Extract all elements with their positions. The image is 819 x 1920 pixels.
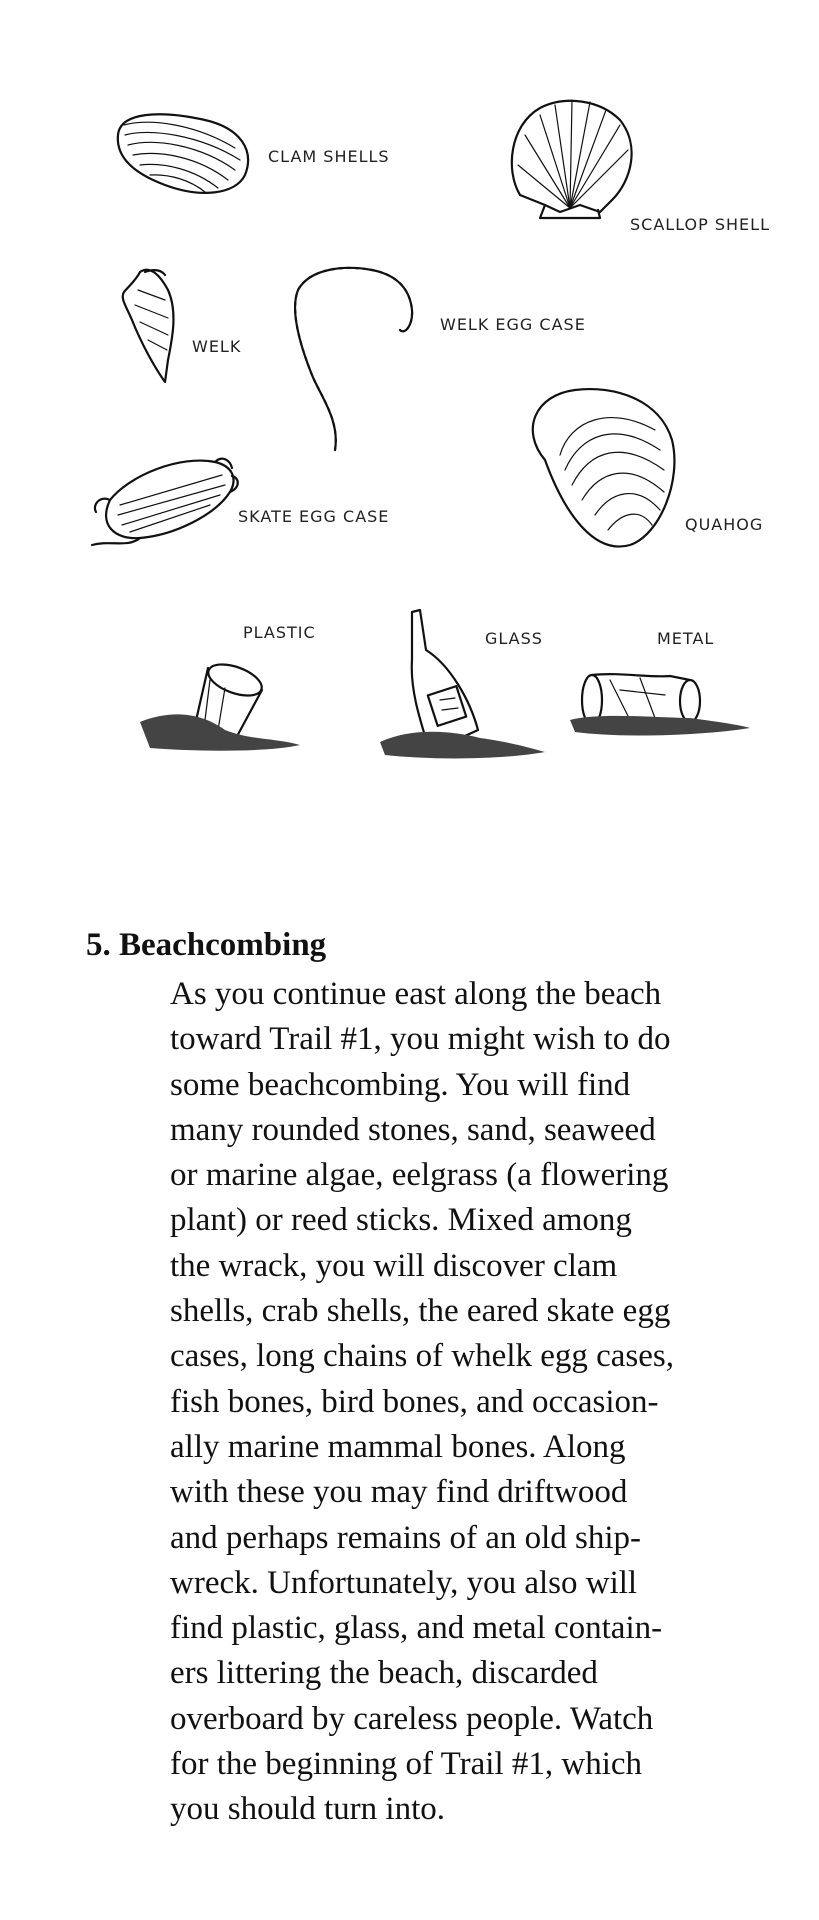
body-line: cases, long chains of whelk egg cases, <box>170 1338 675 1375</box>
body-line: wreck. Unfortunately, you also will <box>170 1564 638 1601</box>
body-line: or marine algae, eelgrass (a flowering <box>170 1157 669 1194</box>
body-line: the wrack, you will discover clam <box>170 1247 618 1284</box>
clam-shells-label: CLAM SHELLS <box>268 147 390 166</box>
scallop-shell-label: SCALLOP SHELL <box>630 215 770 234</box>
body-line: shells, crab shells, the eared skate egg <box>170 1293 671 1330</box>
body-line: find plastic, glass, and metal contain- <box>170 1610 663 1647</box>
body-line: plant) or reed sticks. Mixed among <box>170 1202 632 1239</box>
quahog-drawing <box>533 389 675 546</box>
body-line: toward Trail #1, you might wish to do <box>170 1021 671 1058</box>
body-line: fish bones, bird bones, and occasion- <box>170 1383 659 1420</box>
body-line: you should turn into. <box>170 1791 446 1828</box>
body-line: and perhaps remains of an old ship- <box>170 1519 642 1556</box>
section-title: 5. Beachcombing <box>86 927 327 963</box>
plastic-label: PLASTIC <box>243 623 316 642</box>
body-line: As you continue east along the beach <box>170 976 662 1012</box>
welk-egg-case-label: WELK EGG CASE <box>440 315 586 334</box>
welk-drawing <box>123 270 174 382</box>
body-line: for the beginning of Trail #1, which <box>170 1746 643 1783</box>
body-line: many rounded stones, sand, seaweed <box>170 1111 656 1148</box>
clam-shell-drawing <box>118 114 248 193</box>
glass-label: GLASS <box>485 629 543 648</box>
metal-can-drawing <box>570 674 750 735</box>
welk-label: WELK <box>192 337 242 356</box>
beachcombing-illustration <box>0 0 819 780</box>
quahog-label: QUAHOG <box>685 515 764 534</box>
plastic-cup-drawing <box>140 658 300 750</box>
skate-egg-case-label: SKATE EGG CASE <box>238 507 390 526</box>
body-line: with these you may find driftwood <box>170 1474 628 1511</box>
section-body <box>170 972 780 1833</box>
body-line: some beachcombing. You will find <box>170 1066 631 1103</box>
metal-label: METAL <box>657 629 715 648</box>
body-line: ally marine mammal bones. Along <box>170 1428 626 1465</box>
scallop-shell-drawing <box>512 100 632 218</box>
body-line: ers littering the beach, discarded <box>170 1655 598 1692</box>
welk-egg-case-drawing <box>295 268 412 450</box>
skate-egg-case-drawing <box>92 459 238 545</box>
body-line: overboard by careless people. Watch <box>170 1700 654 1737</box>
